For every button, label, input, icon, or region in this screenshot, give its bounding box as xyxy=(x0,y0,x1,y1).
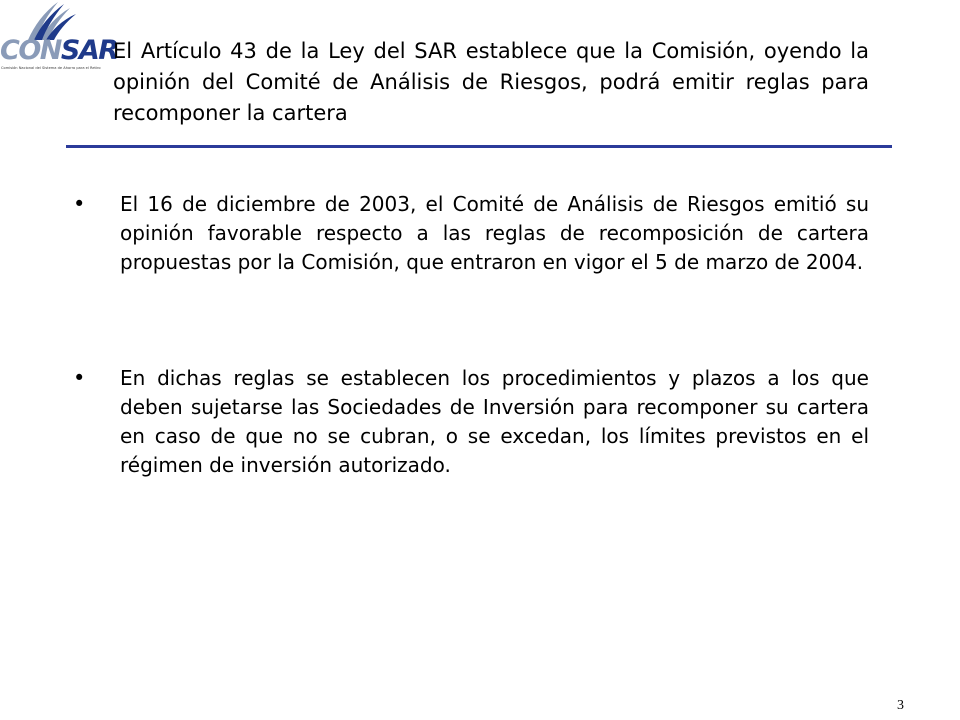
logo-tagline: Comisión Nacional del Sistema de Ahorro para el Retiro xyxy=(1,66,101,70)
wordmark-sar: SAR xyxy=(60,35,118,66)
bullet-marker: • xyxy=(73,192,86,216)
bullet-text: El 16 de diciembre de 2003, el Comité de Análisis de Riesgos emitió su opinión favorable respecto a las reglas de recomposición de cartera propuestas por la Comisión, que entraron en vigor el 5 de marzo de 2004. xyxy=(120,192,869,274)
consar-logo xyxy=(0,0,118,76)
title-underline xyxy=(66,145,892,148)
page-number: 3 xyxy=(897,698,904,713)
wordmark-con: CON xyxy=(0,35,61,66)
bullet-marker: • xyxy=(73,366,86,390)
bullet-text: En dichas reglas se establecen los procedimientos y plazos a los que deben sujetarse las Sociedades de Inversión para recomponer su cartera en caso de que no se cubran, o se excedan, los límites previstos en el régimen de inversión autorizado. xyxy=(120,366,869,477)
consar-wordmark xyxy=(0,36,118,66)
slide-title: El Artículo 43 de la Ley del SAR establece que la Comisión, oyendo la opinión del Comité de Análisis de Riesgos, podrá emitir reglas para recomponer la cartera xyxy=(113,39,869,125)
